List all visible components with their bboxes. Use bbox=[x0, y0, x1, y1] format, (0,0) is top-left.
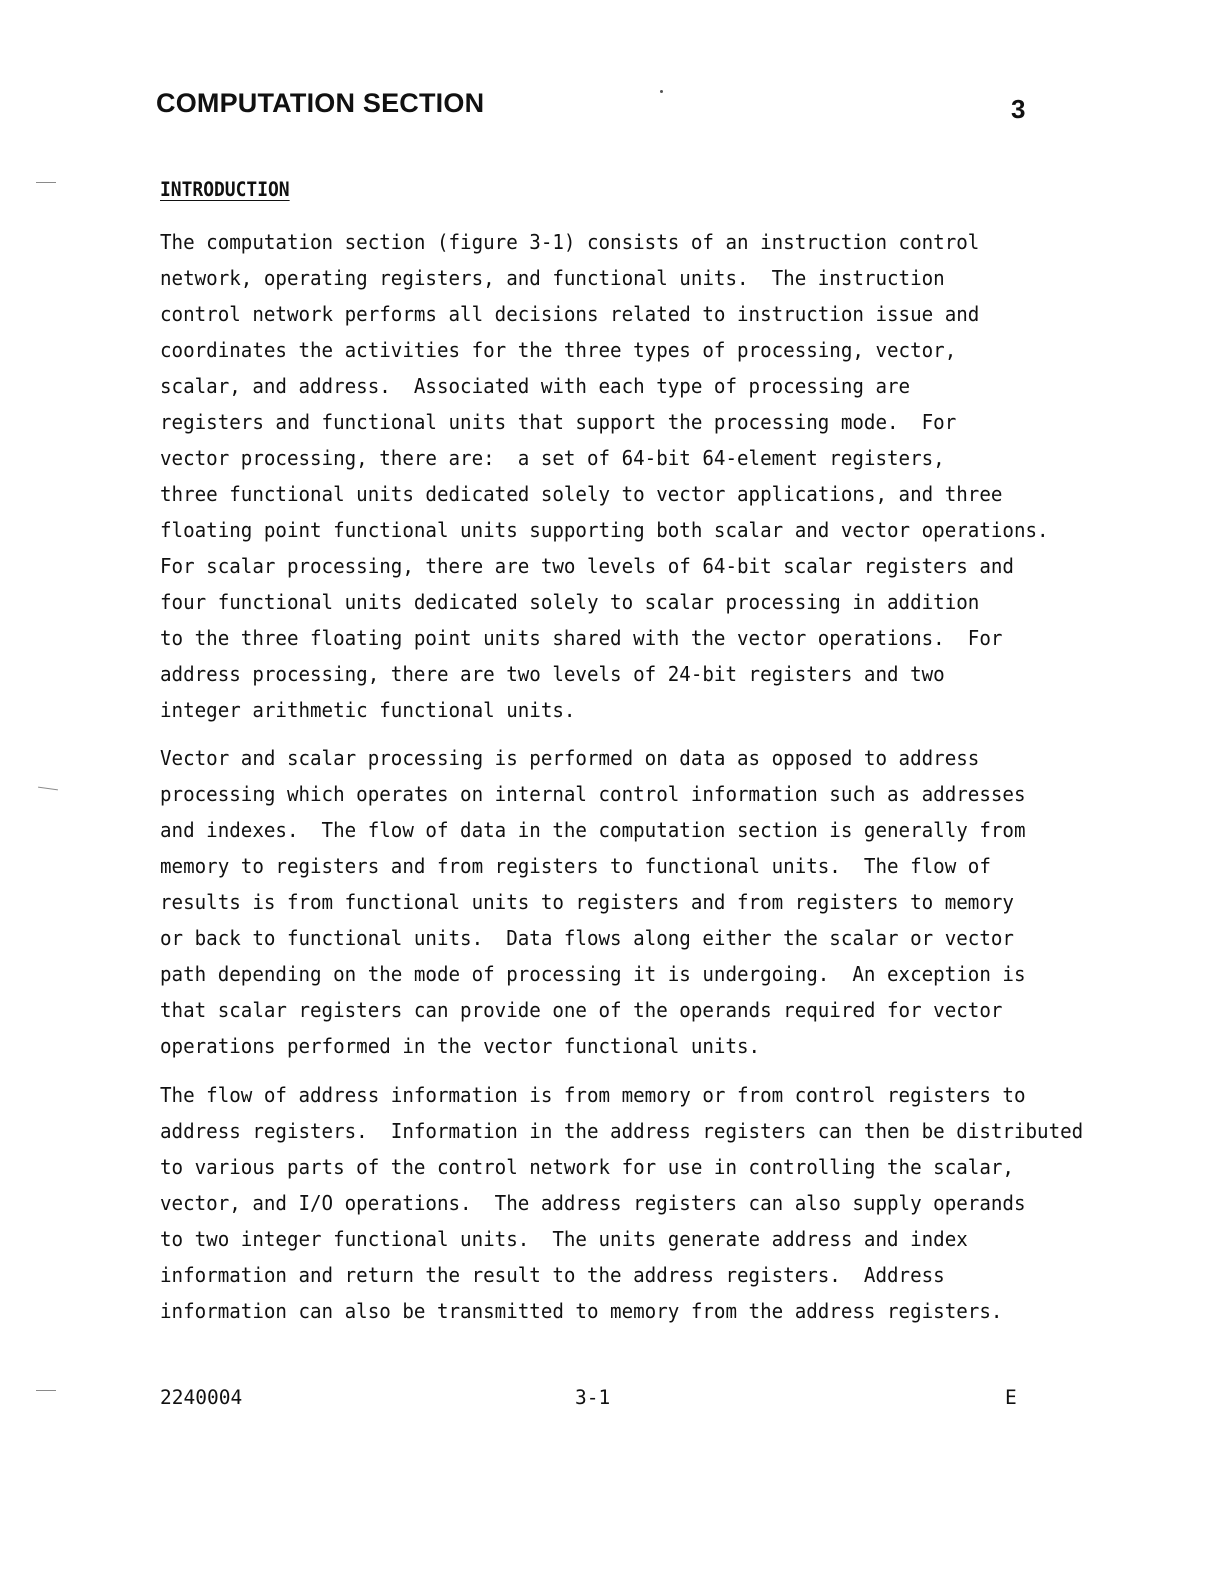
chapter-title: COMPUTATION SECTION bbox=[156, 88, 485, 118]
binding-mark bbox=[38, 787, 58, 791]
binding-mark bbox=[36, 182, 56, 183]
body-paragraph: Vector and scalar processing is performed on data as opposed to address processing which operates on internal control information such as addresses and indexes. The flow of data in the computation section is generally from memory to registers and from registers to functional units. The flow of results is from functional units to registers and from registers to memory or back to functional units. Data flows along either the scalar or vector path depending on the mode of processing it is undergoing. An exception is that scalar registers can provide one of the operands required for vector operations performed in the vector functional units. bbox=[160, 746, 1026, 1058]
section-heading: INTRODUCTION bbox=[160, 178, 290, 201]
body-paragraph: The computation section (figure 3-1) consists of an instruction control network, operating registers, and functional units. The instruction control network performs all decisions related to instruction issue and coordinates the activities for the three types of processing, vector, scalar, and address. Associated with each type of processing are registers and functional units that support the processing mode. For vector processing, there are: a set of 64-bit 64-element registers, three functional units dedicated solely to vector applications, and three floating point functional units supporting both scalar and vector operations. For scalar processing, there are two levels of 64-bit scalar registers and four functional units dedicated solely to scalar processing in addition to the three floating point units shared with the vector operations. For address processing, there are two levels of 24-bit registers and two integer arithmetic functional units. bbox=[160, 230, 1049, 722]
revision-letter: E bbox=[1005, 1386, 1017, 1409]
page-number: 3-1 bbox=[575, 1386, 611, 1409]
body-paragraph: The flow of address information is from memory or from control registers to address registers. Information in the address registers can then be distributed to various parts of the control network for use in controlling the scalar, vector, and I/O operations. The address registers can also supply operands to two integer functional units. The units generate address and index information and return the result to the address registers. Address information can also be transmitted to memory from the address registers. bbox=[160, 1083, 1084, 1323]
binding-mark bbox=[36, 1390, 56, 1391]
document-number: 2240004 bbox=[160, 1386, 243, 1409]
scan-speck bbox=[660, 90, 663, 93]
chapter-number: 3 bbox=[1011, 94, 1026, 124]
